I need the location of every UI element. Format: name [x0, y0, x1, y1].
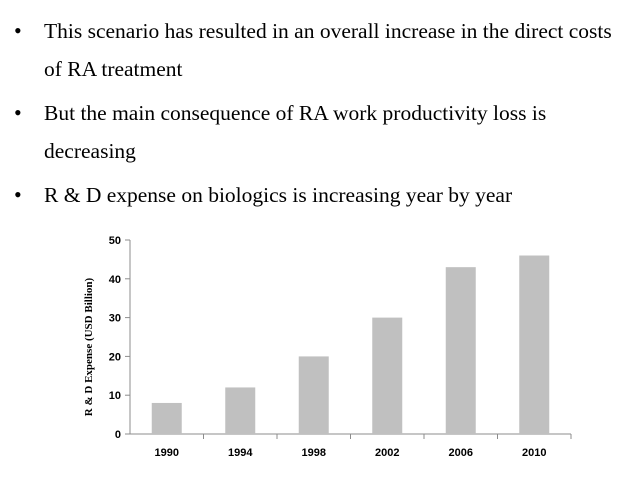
- y-tick-label: 20: [108, 351, 121, 364]
- y-tick-label: 50: [108, 235, 121, 247]
- x-tick-label: 2002: [375, 447, 400, 459]
- chart-plot-area: [83, 235, 571, 459]
- y-tick-label: 30: [108, 312, 121, 325]
- bullet-dot-icon: •: [14, 182, 22, 207]
- bullet-list: [14, 12, 629, 220]
- x-tick-label: 1990: [154, 447, 179, 459]
- bullet-dot-icon: •: [14, 18, 22, 43]
- x-tick-label: 1998: [301, 447, 326, 459]
- bullet-text: This scenario has resulted in an overall increase in the direct costs of RA treatment: [44, 19, 612, 81]
- x-tick-label: 2010: [522, 447, 547, 459]
- bullet-text: R & D expense on biologics is increasing year by year: [44, 183, 513, 207]
- bullet-item: [14, 176, 629, 214]
- y-axis-title: R & D Expense (USD Billion): [83, 277, 95, 417]
- x-tick-label: 1994: [228, 447, 253, 459]
- bullet-item: [14, 12, 629, 88]
- bar: [446, 267, 476, 434]
- bar-chart: [0, 226, 638, 476]
- bar: [372, 318, 402, 434]
- bullet-item: [14, 94, 629, 170]
- y-tick-label: 0: [114, 429, 121, 441]
- bar: [225, 387, 255, 434]
- bar: [299, 356, 329, 434]
- y-tick-label: 10: [108, 390, 121, 403]
- bar: [152, 403, 182, 434]
- bullet-dot-icon: •: [14, 100, 22, 125]
- bar: [519, 256, 549, 434]
- x-tick-label: 2006: [448, 447, 473, 459]
- y-tick-label: 40: [108, 273, 121, 286]
- bullet-text: But the main consequence of RA work productivity loss is decreasing: [44, 101, 547, 163]
